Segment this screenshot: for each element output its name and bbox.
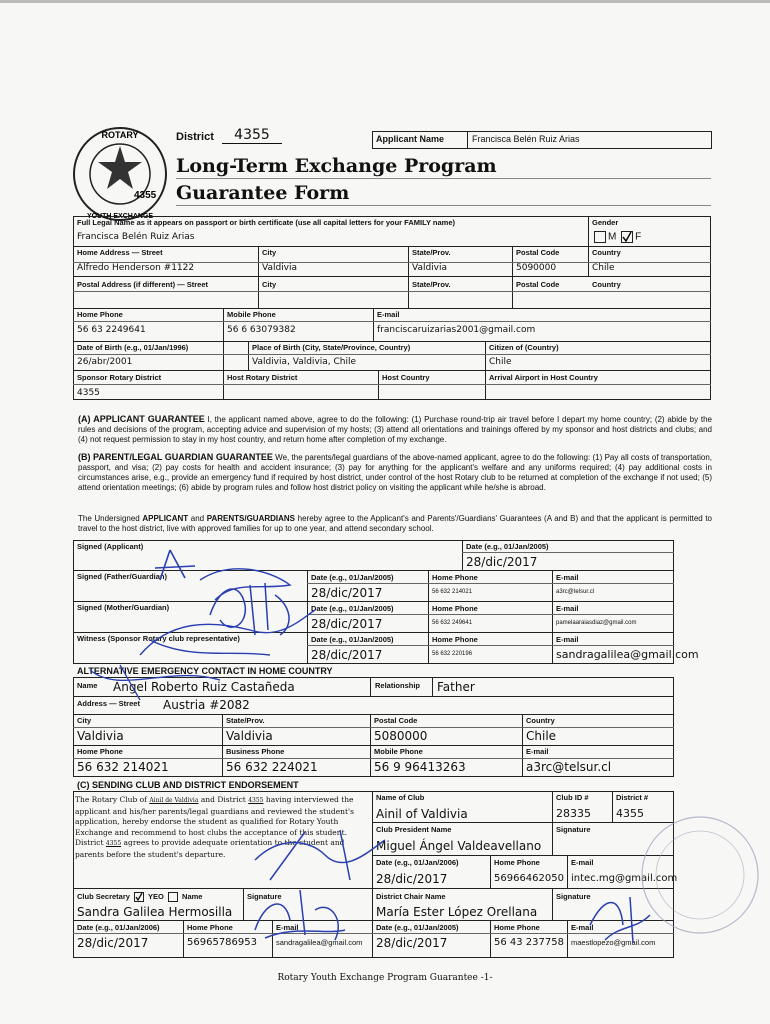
mother-phone-field[interactable]: 56 632 249641 bbox=[432, 620, 473, 626]
district-value: 4355 bbox=[222, 127, 282, 144]
logo-number: 4355 bbox=[134, 190, 157, 201]
undersigned-pre: The Undersigned bbox=[78, 514, 140, 523]
place-of-birth-label: Place of Birth (City, State/Province, Country) bbox=[252, 343, 411, 352]
applicant-name-box bbox=[372, 131, 712, 149]
dob-field[interactable]: 26/abr/2001 bbox=[77, 357, 133, 367]
district-no-field[interactable]: 4355 bbox=[616, 807, 644, 820]
host-district-label: Host Rotary District bbox=[227, 373, 298, 382]
undersigned-mid: and bbox=[190, 514, 205, 523]
city-field[interactable]: Valdivia bbox=[262, 263, 298, 273]
name-of-club-field[interactable]: Ainil of Valdivia bbox=[376, 807, 468, 821]
place-of-birth-field[interactable]: Valdivia, Valdivia, Chile bbox=[252, 357, 357, 367]
emergency-postal-field[interactable]: 5080000 bbox=[374, 729, 428, 743]
president-email-field[interactable]: intec.mg@gmail.com bbox=[571, 873, 678, 884]
endorsement-text4: agrees to provide adequate orientation to the student and parents before the student's departure. bbox=[75, 838, 345, 859]
witness-email-field[interactable]: sandragalilea@gmail.com bbox=[556, 648, 699, 661]
emergency-mobile-field[interactable]: 56 9 96413263 bbox=[374, 760, 466, 774]
district-label: District bbox=[176, 131, 214, 143]
name-label: Name bbox=[182, 892, 203, 901]
emergency-address-field[interactable]: Austria #2082 bbox=[163, 698, 250, 712]
emergency-postal-label: Postal Code bbox=[374, 716, 418, 725]
father-date-field[interactable]: 28/dic/2017 bbox=[311, 586, 383, 600]
logo-text-bottom: YOUTH EXCHANGE bbox=[86, 213, 154, 220]
postal-city-label: City bbox=[262, 280, 277, 289]
secretary-signature bbox=[245, 880, 355, 950]
applicant-date-field[interactable]: 28/dic/2017 bbox=[466, 555, 538, 569]
chair-email-label: E-mail bbox=[571, 923, 594, 932]
secretary-phone-field[interactable]: 56965786953 bbox=[187, 937, 257, 948]
mother-date-field[interactable]: 28/dic/2017 bbox=[311, 617, 383, 631]
gender-options bbox=[589, 230, 709, 244]
endorsement-text1: The Rotary Club of bbox=[75, 795, 147, 804]
postal-country-label: Country bbox=[592, 280, 621, 289]
endorsement-text3: having interviewed the applicant and his/her parents/legal guardians and reviewed the student's application, hereby endorse the student as qualified for Rotary Youth Exchange and recommend to host clubs the acceptance of this student. District bbox=[75, 795, 354, 847]
home-address-label: Home Address — Street bbox=[77, 248, 163, 257]
president-phone-label: Home Phone bbox=[494, 858, 540, 867]
citizen-of-label: Citizen of (Country) bbox=[489, 343, 559, 352]
page-footer: Rotary Youth Exchange Program Guarantee -1- bbox=[277, 973, 493, 983]
father-phone-field[interactable]: 56 632 214021 bbox=[432, 589, 473, 595]
parent-guarantee-heading: (B) PARENT/LEGAL GUARDIAN GUARANTEE bbox=[78, 452, 273, 462]
scan-edge-line bbox=[0, 0, 770, 3]
home-phone-label: Home Phone bbox=[77, 310, 123, 319]
endorsement-club-inline[interactable]: Ainil de Valdivia bbox=[149, 797, 199, 804]
undersigned-post: hereby agree to the Applicant's and Parents'/Guardians' Guarantees (A and B) and that the applicant is permitted to travel to the host district, live with approved families for up to one year, and attend secondary school. bbox=[78, 514, 712, 533]
chair-signature-label: Signature bbox=[556, 892, 591, 901]
witness-date-label: Date (e.g., 01/Jan/2005) bbox=[311, 635, 394, 644]
home-address-field[interactable]: Alfredo Henderson #1122 bbox=[77, 263, 195, 273]
emergency-name-label: Name bbox=[77, 681, 98, 690]
endorsement-district-inline[interactable]: 4355 bbox=[248, 797, 264, 804]
mobile-phone-field[interactable]: 56 6 63079382 bbox=[227, 325, 296, 335]
secretary-row-labels bbox=[74, 891, 242, 903]
applicant-guarantee bbox=[78, 414, 712, 445]
arrival-airport-label: Arrival Airport in Host Country bbox=[489, 373, 598, 382]
father-email-field[interactable]: a3rc@telsur.cl bbox=[556, 589, 595, 595]
witness-date-field[interactable]: 28/dic/2017 bbox=[311, 648, 383, 662]
rotary-youth-exchange-logo bbox=[70, 124, 170, 224]
gender-label: Gender bbox=[592, 218, 619, 227]
district-seal-stamp bbox=[640, 800, 760, 940]
form-title-line2: Guarantee Form bbox=[176, 182, 350, 204]
club-secretary-checkbox[interactable] bbox=[134, 892, 144, 902]
secretary-date-field[interactable]: 28/dic/2017 bbox=[77, 936, 149, 950]
sponsor-district-label: Sponsor Rotary District bbox=[77, 373, 162, 382]
undersigned-agreement bbox=[78, 514, 712, 534]
host-country-label: Host Country bbox=[382, 373, 430, 382]
relationship-field[interactable]: Father bbox=[437, 680, 475, 694]
applicant-guarantee-text: I, the applicant named above, agree to do the following: (1) Purchase round-trip air travel before I depart my home country; (2) abide by the rules and decisions of the program, accepting advice and supervision of my hosts; (3) attend all orientations and trainings offered by my sponsor and host districts and clubs; and (4) not request permission to stay in my host country, and return home after completion of my exchange. bbox=[78, 415, 712, 444]
witness-email-label: E-mail bbox=[556, 635, 579, 644]
district-chair-field[interactable]: María Ester López Orellana bbox=[376, 905, 538, 919]
postal-postal-label: Postal Code bbox=[516, 280, 560, 289]
secretary-email-label: E-mail bbox=[276, 923, 299, 932]
state-field[interactable]: Valdivia bbox=[412, 263, 448, 273]
applicant-name-value[interactable]: Francisca Belén Ruiz Arias bbox=[472, 134, 580, 144]
logo-text-top: ROTARY bbox=[101, 130, 139, 140]
witness-phone-label: Home Phone bbox=[432, 635, 478, 644]
club-president-label: Club President Name bbox=[376, 825, 452, 834]
secretary-name-field[interactable]: Sandra Galilea Hermosilla bbox=[77, 905, 233, 919]
yeo-checkbox[interactable] bbox=[168, 892, 178, 902]
applicant-name-label: Applicant Name bbox=[373, 132, 468, 148]
email-label: E-mail bbox=[377, 310, 400, 319]
emergency-business-phone-field[interactable]: 56 632 224021 bbox=[226, 760, 318, 774]
secretary-email-field[interactable]: sandragalilea@gmail.com bbox=[276, 938, 363, 947]
father-phone-label: Home Phone bbox=[432, 573, 478, 582]
mother-email-field[interactable]: pamelaaraiasdiaz@gmail.com bbox=[556, 620, 637, 626]
state-label: State/Prov. bbox=[412, 248, 451, 257]
mother-date-label: Date (e.g., 01/Jan/2005) bbox=[311, 604, 394, 613]
gender-f-label: F bbox=[635, 231, 642, 243]
yeo-label: YEO bbox=[148, 892, 164, 901]
postal-state-label: State/Prov. bbox=[412, 280, 451, 289]
parent-guarantee bbox=[78, 452, 712, 493]
citizen-of-field[interactable]: Chile bbox=[489, 357, 512, 367]
endorsement-district-inline2[interactable]: 4355 bbox=[105, 840, 122, 847]
emergency-country-field[interactable]: Chile bbox=[526, 729, 557, 743]
emergency-home-phone-label: Home Phone bbox=[77, 747, 123, 756]
father-email-label: E-mail bbox=[556, 573, 579, 582]
undersigned-bold2: PARENTS/GUARDIANS bbox=[206, 514, 296, 523]
form-title-line1: Long-Term Exchange Program bbox=[176, 155, 497, 177]
mobile-phone-label: Mobile Phone bbox=[227, 310, 276, 319]
district-no-label: District # bbox=[616, 793, 649, 802]
checkmark-icon bbox=[135, 893, 143, 901]
legal-name-label: Full Legal Name as it appears on passport or birth certificate (use all capital letters for your FAMILY name) bbox=[77, 218, 456, 227]
president-date-label: Date (e.g., 01/Jan/2006) bbox=[376, 858, 459, 867]
emergency-mobile-label: Mobile Phone bbox=[374, 747, 423, 756]
chair-email-field[interactable]: maestlopezo@gmail.com bbox=[571, 938, 656, 947]
home-phone-field[interactable]: 56 63 2249641 bbox=[77, 325, 146, 335]
city-label: City bbox=[262, 248, 277, 257]
secretary-signature-label: Signature bbox=[247, 892, 282, 901]
emergency-business-phone-label: Business Phone bbox=[226, 747, 285, 756]
signed-mother-label: Signed (Mother/Guardian) bbox=[77, 603, 170, 612]
applicant-guarantee-heading: (A) APPLICANT GUARANTEE bbox=[78, 414, 205, 424]
name-of-club-label: Name of Club bbox=[376, 793, 425, 802]
postal-code-field[interactable]: 5090000 bbox=[516, 263, 557, 273]
club-secretary-label: Club Secretary bbox=[77, 892, 130, 901]
emergency-country-label: Country bbox=[526, 716, 555, 725]
emergency-city-label: City bbox=[77, 716, 92, 725]
emergency-home-phone-field[interactable]: 56 632 214021 bbox=[77, 760, 169, 774]
club-president-field[interactable]: Miguel Ángel Valdeavellano bbox=[376, 839, 542, 853]
applicant-date-label: Date (e.g., 01/Jan/2005) bbox=[466, 542, 549, 551]
emergency-heading: ALTERNATIVE EMERGENCY CONTACT IN HOME COUNTRY bbox=[77, 666, 333, 676]
emergency-email-label: E-mail bbox=[526, 747, 549, 756]
secretary-phone-label: Home Phone bbox=[187, 923, 233, 932]
parent-guarantee-text: We, the parents/legal guardians of the above-named applicant, agree to do the following: (1) Pay all costs of transportation, passport, and visa; (2) pay costs for health and accident insurance; (3) pay for anything for the applicant's welfare and any uniforms required; (4) pay additional costs in circumstances arise, e.g., provide an emergency fund if required by host district, under control of the host Rotary club to be returned at completion of the exchange if not used; (5) attend orientation meetings; (6) abide by program rules and follow host district policy on visiting the applicant while he/she is abroad. bbox=[78, 453, 712, 492]
chair-phone-field[interactable]: 56 43 237758 bbox=[494, 937, 564, 948]
signed-applicant-label: Signed (Applicant) bbox=[77, 542, 144, 551]
endorsement-heading: (C) SENDING CLUB AND DISTRICT ENDORSEMENT bbox=[77, 780, 299, 790]
secretary-date-label: Date (e.g., 01/Jan/2006) bbox=[77, 923, 160, 932]
signed-father-label: Signed (Father/Guardian) bbox=[77, 572, 168, 581]
dob-label: Date of Birth (e.g., 01/Jan/1996) bbox=[77, 343, 189, 352]
emergency-state-field[interactable]: Valdivia bbox=[226, 729, 273, 743]
president-date-field[interactable]: 28/dic/2017 bbox=[376, 872, 448, 886]
witness-phone-field[interactable]: 56 632 220196 bbox=[432, 651, 473, 657]
endorsement-text2: and District bbox=[200, 795, 246, 804]
postal-address-label: Postal Address (if different) — Street bbox=[77, 280, 208, 289]
checkmark-icon bbox=[622, 232, 632, 242]
mother-phone-label: Home Phone bbox=[432, 604, 478, 613]
witness-label: Witness (Sponsor Rotary club representative) bbox=[77, 634, 240, 643]
emergency-city-field[interactable]: Valdivia bbox=[77, 729, 124, 743]
chair-date-label: Date (e.g., 01/Jan/2005) bbox=[376, 923, 459, 932]
president-email-label: E-mail bbox=[571, 858, 594, 867]
relationship-label: Relationship bbox=[375, 681, 421, 690]
email-field[interactable]: franciscaruizarias2001@gmail.com bbox=[377, 325, 536, 335]
title-rule-2 bbox=[176, 205, 711, 206]
undersigned-bold1: APPLICANT bbox=[142, 514, 189, 523]
emergency-address-label: Address — Street bbox=[77, 699, 140, 708]
legal-name-field[interactable]: Francisca Belén Ruiz Arias bbox=[77, 232, 195, 242]
chair-phone-label: Home Phone bbox=[494, 923, 540, 932]
postal-code-label: Postal Code bbox=[516, 248, 560, 257]
gender-m-label: M bbox=[608, 231, 617, 243]
club-id-field[interactable]: 28335 bbox=[556, 807, 591, 820]
witness-signature bbox=[80, 655, 240, 715]
country-label: Country bbox=[592, 248, 621, 257]
emergency-email-field[interactable]: a3rc@telsur.cl bbox=[526, 760, 612, 774]
gender-f-checkbox[interactable] bbox=[621, 231, 633, 243]
district-chair-label: District Chair Name bbox=[376, 892, 446, 901]
chair-date-field[interactable]: 28/dic/2017 bbox=[376, 936, 448, 950]
president-signature-label: Signature bbox=[556, 825, 591, 834]
mother-email-label: E-mail bbox=[556, 604, 579, 613]
sponsor-district-field[interactable]: 4355 bbox=[77, 388, 100, 398]
title-rule bbox=[176, 178, 711, 179]
country-field[interactable]: Chile bbox=[592, 263, 615, 273]
father-date-label: Date (e.g., 01/Jan/2005) bbox=[311, 573, 394, 582]
club-id-label: Club ID # bbox=[556, 793, 589, 802]
emergency-state-label: State/Prov. bbox=[226, 716, 265, 725]
emergency-name-field[interactable]: Ángel Roberto Ruiz Castañeda bbox=[113, 680, 295, 694]
gender-m-checkbox[interactable] bbox=[594, 231, 606, 243]
president-phone-field[interactable]: 56966462050 bbox=[494, 873, 564, 884]
